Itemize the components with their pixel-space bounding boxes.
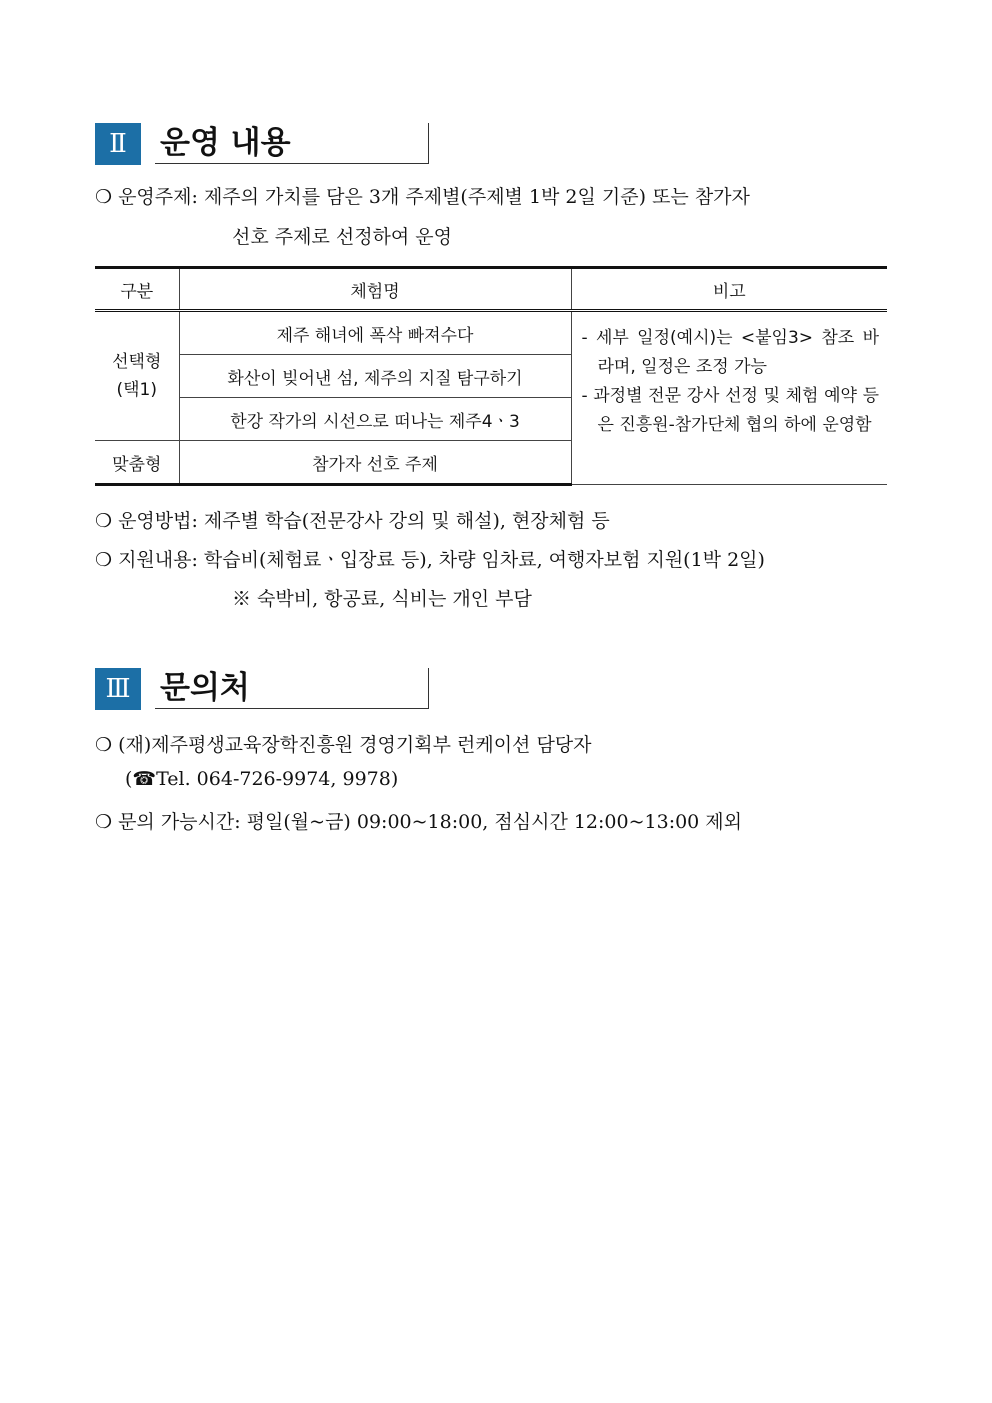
method-line: ❍ 운영방법: 제주별 학습(전문강사 강의 및 해설), 현장체험 등	[95, 510, 610, 532]
header-category: 구분	[95, 268, 179, 311]
topic-line-2: 선호 주제로 선정하여 운영	[232, 226, 453, 248]
section-3-number: Ⅲ	[95, 668, 141, 710]
program-item-1: 제주 해녀에 폭삭 빠져수다	[179, 311, 571, 355]
section-2-title: 운영 내용	[155, 123, 429, 164]
header-remarks: 비고	[571, 268, 887, 311]
remarks-cell	[571, 311, 887, 485]
remark-1: - 세부 일정(예시)는 <붙임3> 참조 바라며, 일정은 조정 가능	[581, 328, 879, 377]
program-item-2: 화산이 빚어낸 섬, 제주의 지질 탐구하기	[179, 355, 571, 398]
support-note: ※ 숙박비, 항공료, 식비는 개인 부담	[232, 588, 532, 610]
program-table	[95, 266, 887, 486]
group-selective-label: 선택형	[112, 352, 162, 372]
group-custom: 맞춤형	[95, 441, 179, 485]
program-item-4: 참가자 선호 주제	[179, 441, 571, 485]
topic-text: 제주의 가치를 담은 3개 주제별(주제별 1박 2일 기준) 또는 참가자	[203, 186, 750, 208]
topic-line-1	[95, 182, 750, 209]
table-row	[95, 311, 887, 355]
header-program: 체험명	[179, 268, 571, 311]
contact-line-2: (☎Tel. 064-726-9974, 9978)	[125, 768, 399, 790]
hours-line: ❍ 문의 가능시간: 평일(월~금) 09:00~18:00, 점심시간 12:00~13:00 제외	[95, 811, 743, 833]
support-line: ❍ 지원내용: 학습비(체험료ㆍ입장료 등), 차량 임차료, 여행자보험 지원(1박 2일)	[95, 549, 765, 571]
group-selective-sub: (택1)	[116, 380, 157, 400]
contact-line-1: ❍ (재)제주평생교육장학진흥원 경영기획부 런케이션 담당자	[95, 734, 592, 756]
remark-2: - 과정별 전문 강사 선정 및 체험 예약 등은 진흥원-참가단체 협의 하에 운영함	[581, 386, 879, 435]
group-selective	[95, 311, 179, 441]
section-2-number: Ⅱ	[95, 123, 141, 165]
topic-label: ❍ 운영주제:	[95, 186, 198, 208]
table-header-row	[95, 268, 887, 311]
section-3-title: 문의처	[155, 668, 429, 709]
program-item-3: 한강 작가의 시선으로 떠나는 제주4ㆍ3	[179, 398, 571, 441]
